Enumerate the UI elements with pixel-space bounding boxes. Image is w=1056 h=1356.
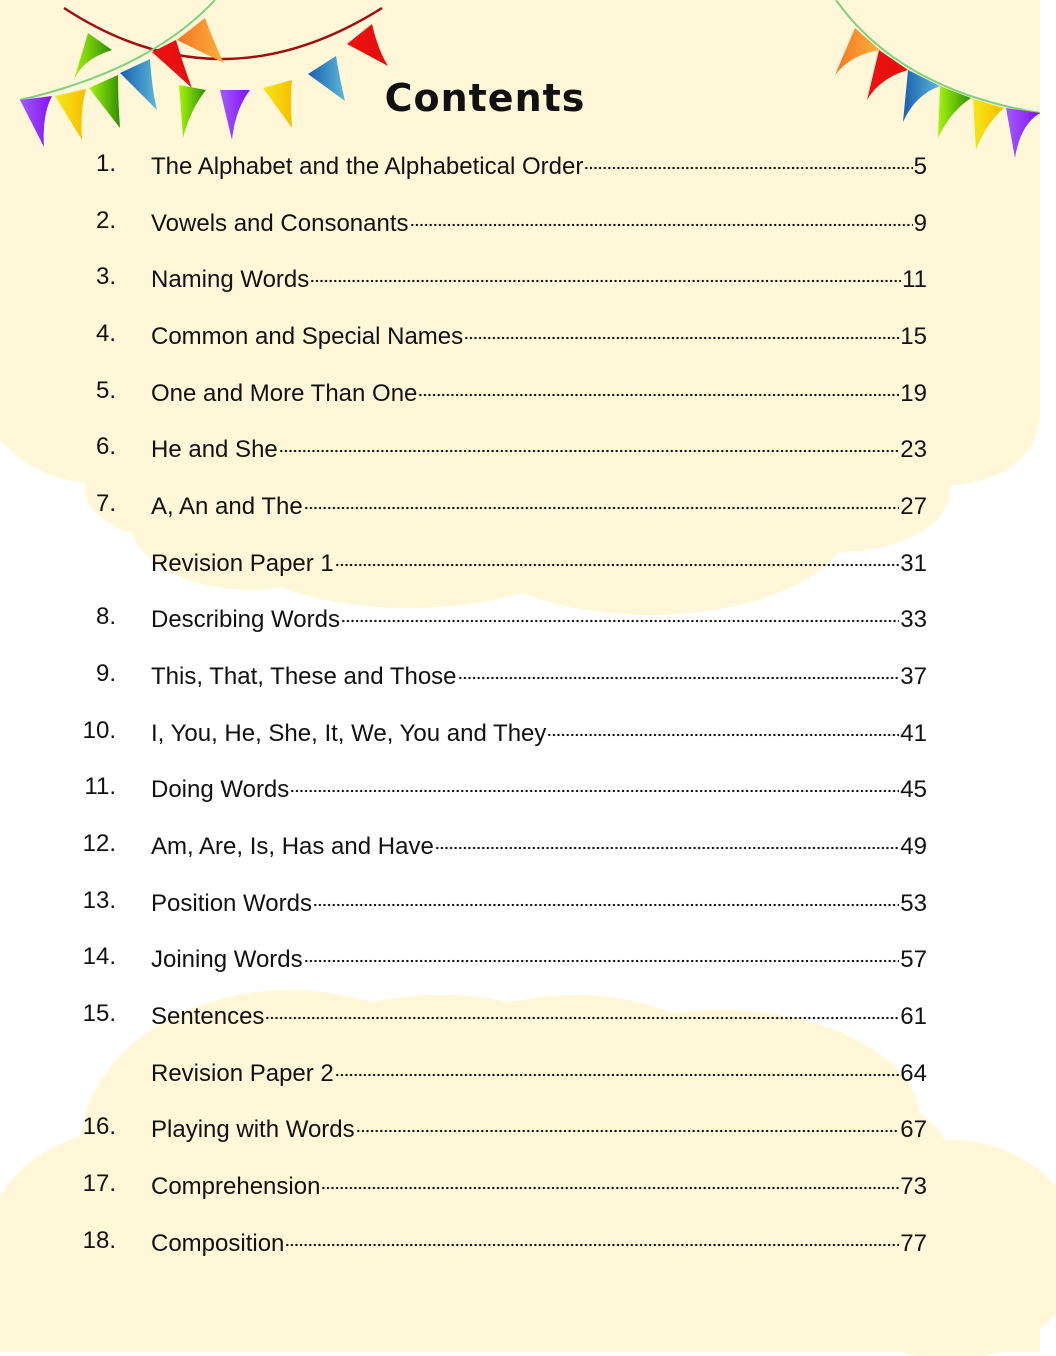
entry-page: 15 [900, 323, 927, 350]
entry-page: 5 [913, 153, 927, 180]
entry-label: Revision Paper 1 [151, 550, 334, 577]
entry-number: 2. [95, 207, 116, 234]
entry-page: 37 [900, 663, 927, 690]
entry-page: 53 [900, 890, 927, 917]
toc-entry[interactable] [0, 427, 1056, 467]
entry-page: 33 [900, 606, 927, 633]
entry-page: 77 [900, 1230, 927, 1257]
dot-leader [341, 597, 899, 627]
entry-number: 10. [82, 717, 116, 744]
entry-page: 23 [900, 436, 927, 463]
toc-entry[interactable] [0, 1107, 1056, 1147]
entry-label: Common and Special Names [151, 323, 464, 350]
entry-label: Composition [151, 1230, 285, 1257]
dot-leader [310, 257, 901, 287]
entry-page: 31 [900, 550, 927, 577]
toc-entry[interactable] [0, 824, 1056, 864]
entry-page: 49 [900, 833, 927, 860]
entry-label: Am, Are, Is, Has and Have [151, 833, 434, 860]
dot-leader [265, 994, 899, 1024]
dot-leader [285, 1221, 899, 1251]
entry-number: 8. [95, 603, 116, 630]
entry-number: 4. [95, 320, 116, 347]
dot-leader [464, 314, 899, 344]
toc-entry[interactable] [0, 201, 1056, 241]
entry-page: 73 [900, 1173, 927, 1200]
entry-number: 1. [95, 150, 116, 177]
dot-leader [356, 1107, 900, 1137]
entry-label: Sentences [151, 1003, 265, 1030]
entry-label: Describing Words [151, 606, 340, 633]
toc-entry[interactable] [0, 484, 1056, 524]
toc-entry-revision[interactable] [0, 1051, 1056, 1091]
dot-leader [304, 937, 900, 967]
toc-entry[interactable] [0, 767, 1056, 807]
entry-label: Comprehension [151, 1173, 321, 1200]
dot-leader [410, 201, 913, 231]
dot-leader [279, 427, 900, 457]
dot-leader [313, 881, 899, 911]
toc-entry[interactable] [0, 257, 1056, 297]
toc-entry[interactable] [0, 1164, 1056, 1204]
dot-leader [458, 654, 900, 684]
entry-label: This, That, These and Those [151, 663, 457, 690]
entry-number: 12. [82, 830, 116, 857]
entry-page: 67 [900, 1116, 927, 1143]
toc-entry[interactable] [0, 597, 1056, 637]
entry-number: 17. [82, 1170, 116, 1197]
dot-leader [290, 767, 899, 797]
entry-page: 64 [900, 1060, 927, 1087]
entry-label: Position Words [151, 890, 312, 917]
entry-number: 13. [82, 887, 116, 914]
dot-leader [435, 824, 900, 854]
entry-page: 61 [900, 1003, 927, 1030]
toc-entry[interactable] [0, 314, 1056, 354]
dot-leader [547, 711, 899, 741]
toc-entry[interactable] [0, 711, 1056, 751]
dot-leader [335, 541, 900, 571]
entry-number: 18. [82, 1227, 116, 1254]
entry-label: Doing Words [151, 776, 290, 803]
entry-label: The Alphabet and the Alphabetical Order [151, 153, 584, 180]
toc-entry-revision[interactable] [0, 541, 1056, 581]
dot-leader [304, 484, 900, 514]
entry-number: 6. [95, 433, 116, 460]
toc-entry[interactable] [0, 371, 1056, 411]
entry-number: 11. [84, 773, 116, 800]
toc-entry[interactable] [0, 144, 1056, 184]
dot-leader [335, 1051, 900, 1081]
toc-entry[interactable] [0, 1221, 1056, 1261]
toc-entry[interactable] [0, 881, 1056, 921]
toc-entry[interactable] [0, 994, 1056, 1034]
entry-label: Playing with Words [151, 1116, 355, 1143]
entry-label: A, An and The [151, 493, 303, 520]
entry-page: 45 [900, 776, 927, 803]
dot-leader [584, 144, 912, 174]
entry-label: Revision Paper 2 [151, 1060, 334, 1087]
entry-label: I, You, He, She, It, We, You and They [151, 720, 547, 747]
entry-label: Joining Words [151, 946, 303, 973]
dot-leader [418, 371, 899, 401]
entry-page: 41 [900, 720, 927, 747]
entry-page: 9 [913, 210, 927, 237]
entry-number: 7. [95, 490, 116, 517]
entry-label: Vowels and Consonants [151, 210, 409, 237]
entry-number: 5. [95, 377, 116, 404]
entry-label: He and She [151, 436, 278, 463]
entry-label: Naming Words [151, 266, 310, 293]
entry-page: 19 [900, 380, 927, 407]
entry-label: One and More Than One [151, 380, 418, 407]
page-title: Contents [384, 76, 586, 120]
entry-number: 15. [82, 1000, 116, 1027]
entry-page: 27 [900, 493, 927, 520]
entry-number: 16. [82, 1113, 116, 1140]
dot-leader [321, 1164, 899, 1194]
entry-number: 3. [95, 263, 116, 290]
entry-page: 11 [902, 266, 927, 293]
entry-number: 9. [95, 660, 116, 687]
toc-entry[interactable] [0, 654, 1056, 694]
entry-number: 14. [82, 943, 116, 970]
toc-entry[interactable] [0, 937, 1056, 977]
entry-page: 57 [900, 946, 927, 973]
